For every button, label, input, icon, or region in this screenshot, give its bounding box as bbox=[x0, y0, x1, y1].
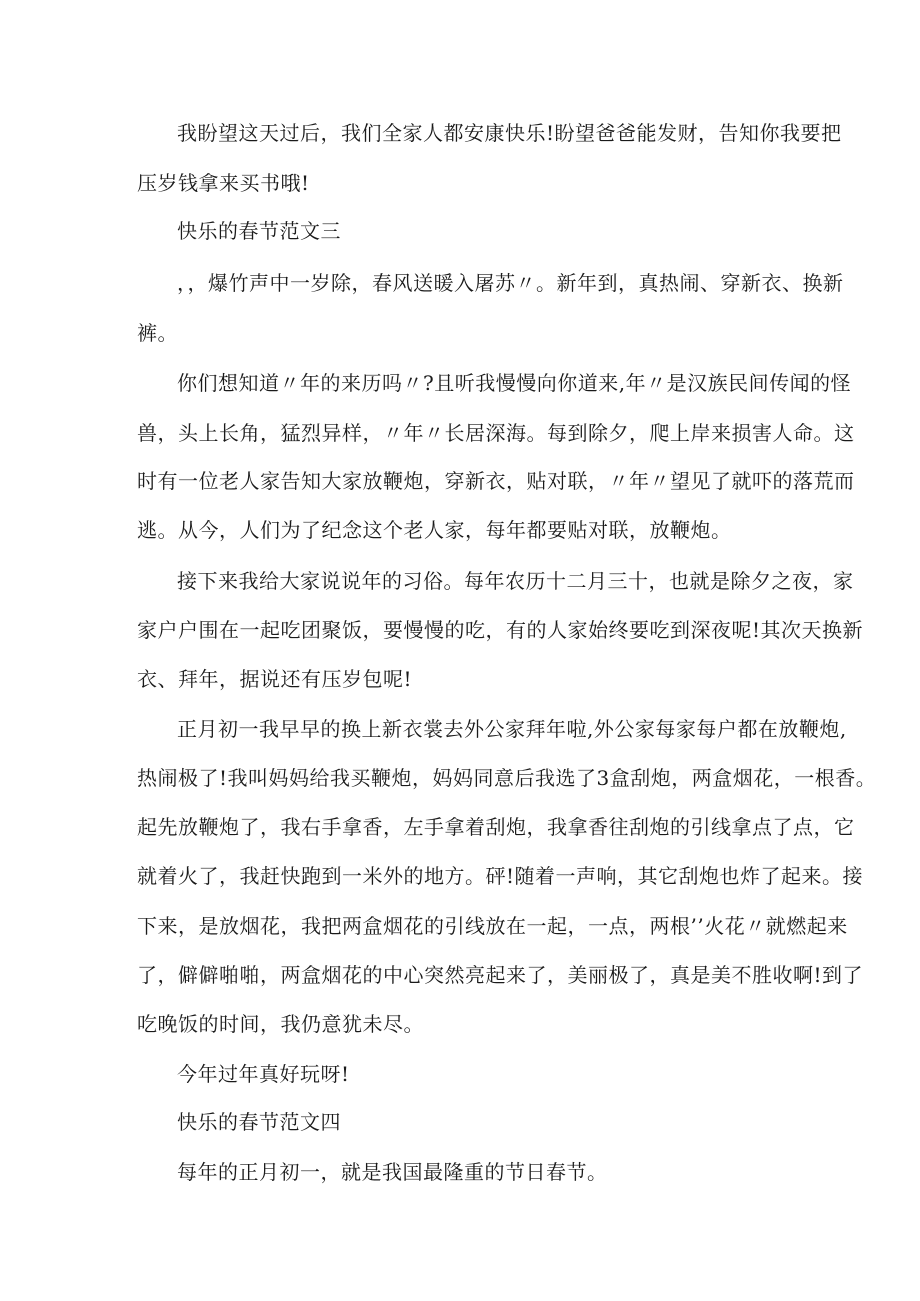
text-line-19: 吃晚饭的时间，我仍意犹未尽。 bbox=[137, 1012, 424, 1036]
text-line-18: 了，僻僻啪啪，两盒烟花的中心突然亮起来了，美丽极了，真是美不胜收啊!到了 bbox=[137, 963, 864, 987]
text-line-16: 就着火了，我赶快跑到一米外的地方。砰!随着一声响，其它刮炮也炸了起来。接 bbox=[137, 864, 864, 888]
text-line-20: 今年过年真好玩呀! bbox=[177, 1062, 350, 1086]
text-line-12: 衣、拜年，据说还有压岁包呢! bbox=[137, 667, 413, 691]
text-line-15: 起先放鞭炮了，我右手拿香，左手拿着刮炮，我拿香往刮炮的引线拿点了点，它 bbox=[137, 815, 855, 839]
text-line-10: 接下来我给大家说说年的习俗。每年农历十二月三十，也就是除夕之夜，家 bbox=[177, 569, 854, 593]
text-line-22: 每年的正月初一，就是我国最隆重的节日春节。 bbox=[177, 1160, 608, 1184]
text-line-14: 热闹极了!我叫妈妈给我买鞭炮，妈妈同意后我选了3盒刮炮，两盒烟花，一根香。 bbox=[137, 766, 877, 790]
text-line-6: 你们想知道〃年的来历吗〃?且听我慢慢向你道来,年〃是汉族民间传闻的怪 bbox=[177, 371, 852, 395]
text-line-11: 家户户围在一起吃团聚饭，要慢慢的吃，有的人家始终要吃到深夜呢!其次天换新 bbox=[137, 618, 864, 642]
text-line-1: 我盼望这天过后，我们全家人都安康快乐!盼望爸爸能发财，告知你我要把 bbox=[177, 121, 842, 145]
text-line-17: 下来，是放烟花，我把两盒烟花的引线放在一起，一点，两根’’火花〃就燃起来 bbox=[137, 914, 848, 938]
text-line-8: 时有一位老人家告知大家放鞭炮，穿新衣，贴对联，〃年〃望见了就吓的落荒而 bbox=[137, 469, 855, 493]
section-heading-4: 快乐的春节范文四 bbox=[177, 1110, 341, 1134]
text-line-7: 兽，头上长角，猛烈异样，〃年〃长居深海。每到除夕，爬上岸来损害人命。这 bbox=[137, 421, 855, 445]
text-line-2: 压岁钱拿来买书哦! bbox=[137, 171, 310, 195]
section-heading-3: 快乐的春节范文三 bbox=[177, 219, 341, 243]
text-line-9: 逃。从今，人们为了纪念这个老人家，每年都要贴对联，放鞭炮。 bbox=[137, 518, 732, 542]
text-line-13: 正月初一我早早的换上新衣裳去外公家拜年啦,外公家每家每户都在放鞭炮, bbox=[177, 717, 847, 741]
text-line-4: ，，爆竹声中一岁除，春风送暖入屠苏〃。新年到，真热闹、穿新衣、换新 bbox=[177, 271, 844, 295]
text-line-5: 裤。 bbox=[137, 321, 178, 345]
